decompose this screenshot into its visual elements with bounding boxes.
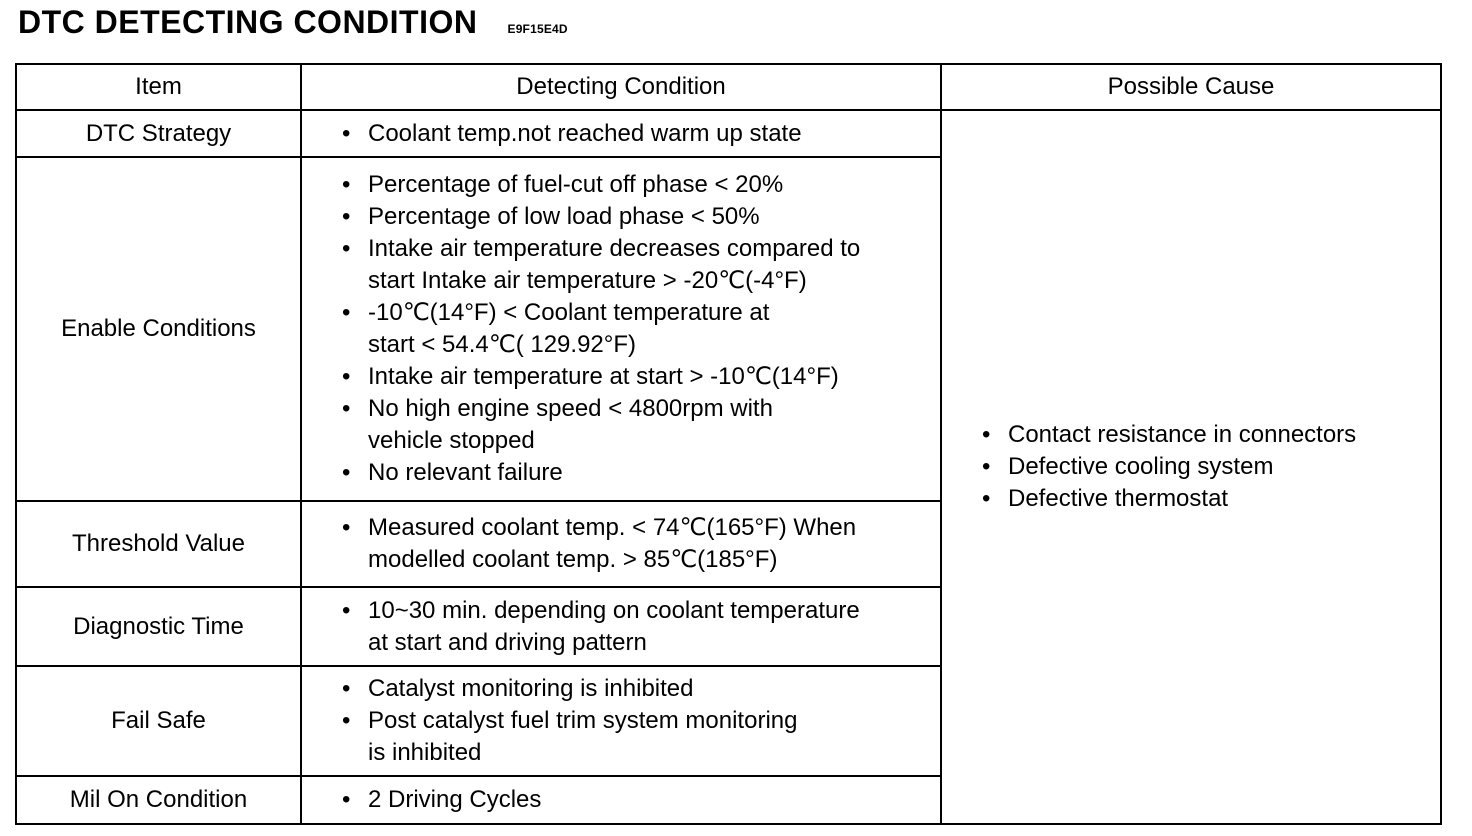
condition-list bbox=[342, 673, 930, 769]
cause-list bbox=[982, 419, 1430, 515]
list-item: • Defective cooling system bbox=[982, 451, 1430, 483]
header-row bbox=[16, 64, 1441, 110]
possible-cause-cell bbox=[941, 110, 1441, 824]
document-code: E9F15E4D bbox=[507, 22, 568, 36]
condition-cell bbox=[301, 110, 941, 157]
condition-cell bbox=[301, 666, 941, 776]
list-item: • No high engine speed < 4800rpm with vehicle stopped bbox=[342, 393, 930, 457]
list-item: • -10℃(14°F) < Coolant temperature at start < 54.4℃( 129.92°F) bbox=[342, 297, 930, 361]
condition-cell bbox=[301, 157, 941, 501]
item-cell: Enable Conditions bbox=[16, 157, 301, 501]
condition-list bbox=[342, 595, 930, 659]
condition-cell bbox=[301, 776, 941, 824]
list-item: • 2 Driving Cycles bbox=[342, 784, 930, 816]
list-item: • Post catalyst fuel trim system monitoring is inhibited bbox=[342, 705, 930, 769]
list-item: • Catalyst monitoring is inhibited bbox=[342, 673, 930, 705]
item-cell: Threshold Value bbox=[16, 501, 301, 587]
list-item: • Measured coolant temp. < 74℃(165°F) When modelled coolant temp. > 85℃(185°F) bbox=[342, 512, 930, 576]
condition-list bbox=[342, 512, 930, 576]
item-cell: DTC Strategy bbox=[16, 110, 301, 157]
header-condition: Detecting Condition bbox=[301, 64, 941, 110]
header-item: Item bbox=[16, 64, 301, 110]
heading bbox=[18, 2, 568, 48]
condition-list bbox=[342, 118, 930, 150]
list-item: • Percentage of low load phase < 50% bbox=[342, 201, 930, 233]
list-item: • 10~30 min. depending on coolant temperature at start and driving pattern bbox=[342, 595, 930, 659]
list-item: • Coolant temp.not reached warm up state bbox=[342, 118, 930, 150]
list-item: • Defective thermostat bbox=[982, 483, 1430, 515]
table-row bbox=[16, 110, 1441, 157]
item-cell: Diagnostic Time bbox=[16, 587, 301, 666]
header-cause: Possible Cause bbox=[941, 64, 1441, 110]
condition-cell bbox=[301, 501, 941, 587]
list-item: • No relevant failure bbox=[342, 457, 930, 489]
condition-list bbox=[342, 784, 930, 816]
condition-list bbox=[342, 169, 930, 489]
dtc-table bbox=[15, 63, 1442, 825]
list-item: • Percentage of fuel-cut off phase < 20% bbox=[342, 169, 930, 201]
condition-cell bbox=[301, 587, 941, 666]
list-item: • Intake air temperature decreases compared to start Intake air temperature > -20℃(-4°F) bbox=[342, 233, 930, 297]
list-item: • Intake air temperature at start > -10℃(14°F) bbox=[342, 361, 930, 393]
list-item: • Contact resistance in connectors bbox=[982, 419, 1430, 451]
item-cell: Mil On Condition bbox=[16, 776, 301, 824]
item-cell: Fail Safe bbox=[16, 666, 301, 776]
page-title: DTC DETECTING CONDITION bbox=[18, 4, 478, 40]
